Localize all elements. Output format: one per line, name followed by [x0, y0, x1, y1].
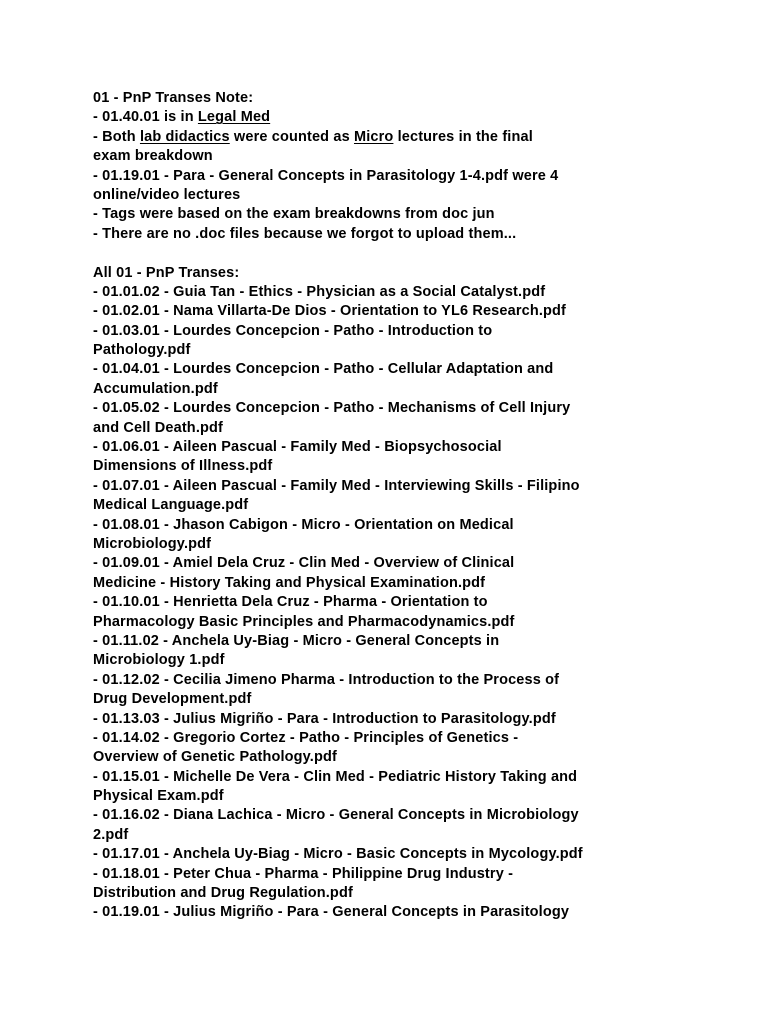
transes-line: - 01.09.01 - Amiel Dela Cruz - Clin Med - Overview of Clinical [93, 555, 515, 572]
transes-line: - 01.19.01 - Julius Migriño - Para - General Concepts in Parasitology [93, 904, 570, 921]
transes-line: 2.pdf [93, 826, 129, 843]
transes-line: - 01.18.01 - Peter Chua - Pharma - Philippine Drug Industry - [93, 865, 514, 882]
transes-line: Microbiology.pdf [93, 535, 212, 552]
transes-line: Drug Development.pdf [93, 691, 252, 708]
note-line-doc-files: - There are no .doc files because we forgot to upload them... [93, 225, 517, 242]
document-page [93, 89, 733, 923]
transes-line: Medical Language.pdf [93, 497, 249, 514]
note-line-parasitology: - 01.19.01 - Para - General Concepts in Parasitology 1-4.pdf were 4 [93, 167, 559, 184]
note-line-continuation: exam breakdown [93, 148, 213, 165]
transes-line: - 01.01.02 - Guia Tan - Ethics - Physician as a Social Catalyst.pdf [93, 283, 546, 300]
micro-link[interactable]: Micro [353, 128, 394, 145]
transes-line: - 01.08.01 - Jhason Cabigon - Micro - Orientation on Medical [93, 516, 514, 533]
transes-line: Pharmacology Basic Principles and Pharmacodynamics.pdf [93, 613, 515, 630]
transes-line: Microbiology 1.pdf [93, 652, 225, 669]
transes-line: Medicine - History Taking and Physical Examination.pdf [93, 574, 486, 591]
transes-line: - 01.15.01 - Michelle De Vera - Clin Med - Pediatric History Taking and [93, 768, 578, 785]
transes-line: Distribution and Drug Regulation.pdf [93, 885, 353, 902]
blank-line [93, 244, 733, 263]
transes-heading: All 01 - PnP Transes: [93, 264, 240, 281]
transes-line: Accumulation.pdf [93, 380, 218, 397]
transes-line: - 01.13.03 - Julius Migriño - Para - Introduction to Parasitology.pdf [93, 710, 556, 727]
transes-line: Overview of Genetic Pathology.pdf [93, 749, 337, 766]
transes-line: - 01.03.01 - Lourdes Concepcion - Patho - Introduction to [93, 322, 493, 339]
note-line-lab-didactics [93, 128, 733, 147]
transes-line: - 01.04.01 - Lourdes Concepcion - Patho - Cellular Adaptation and [93, 361, 554, 378]
transes-line: Pathology.pdf [93, 342, 191, 359]
transes-line: - 01.07.01 - Aileen Pascual - Family Med - Interviewing Skills - Filipino [93, 477, 580, 494]
note-text: were counted as [229, 128, 354, 145]
transes-line: - 01.12.02 - Cecilia Jimeno Pharma - Introduction to the Process of [93, 671, 560, 688]
transes-line: - 01.02.01 - Nama Villarta-De Dios - Orientation to YL6 Research.pdf [93, 303, 567, 320]
note-line-legal-med [93, 108, 733, 127]
note-heading: 01 - PnP Transes Note: [93, 90, 254, 106]
transes-line: - 01.16.02 - Diana Lachica - Micro - General Concepts in Microbiology [93, 807, 579, 824]
transes-line: - 01.11.02 - Anchela Uy-Biag - Micro - General Concepts in [93, 632, 500, 649]
note-text: lectures in the final [393, 128, 533, 145]
transes-line: and Cell Death.pdf [93, 419, 223, 436]
lab-didactics-link[interactable]: lab didactics [139, 128, 230, 145]
transes-line: - 01.05.02 - Lourdes Concepcion - Patho - Mechanisms of Cell Injury [93, 400, 571, 417]
transes-line: Physical Exam.pdf [93, 788, 224, 805]
note-text: - Both [93, 128, 140, 145]
note-text: - 01.40.01 is in [93, 109, 198, 126]
legal-med-link[interactable]: Legal Med [197, 109, 271, 126]
transes-line: - 01.06.01 - Aileen Pascual - Family Med - Biopsychosocial [93, 439, 502, 456]
transes-line: - 01.17.01 - Anchela Uy-Biag - Micro - Basic Concepts in Mycology.pdf [93, 846, 583, 863]
transes-line: - 01.10.01 - Henrietta Dela Cruz - Pharma - Orientation to [93, 594, 488, 611]
transes-line: Dimensions of Illness.pdf [93, 458, 273, 475]
note-line-tags: - Tags were based on the exam breakdowns from doc jun [93, 206, 495, 223]
transes-line: - 01.14.02 - Gregorio Cortez - Patho - Principles of Genetics - [93, 729, 519, 746]
note-line-continuation: online/video lectures [93, 186, 241, 203]
